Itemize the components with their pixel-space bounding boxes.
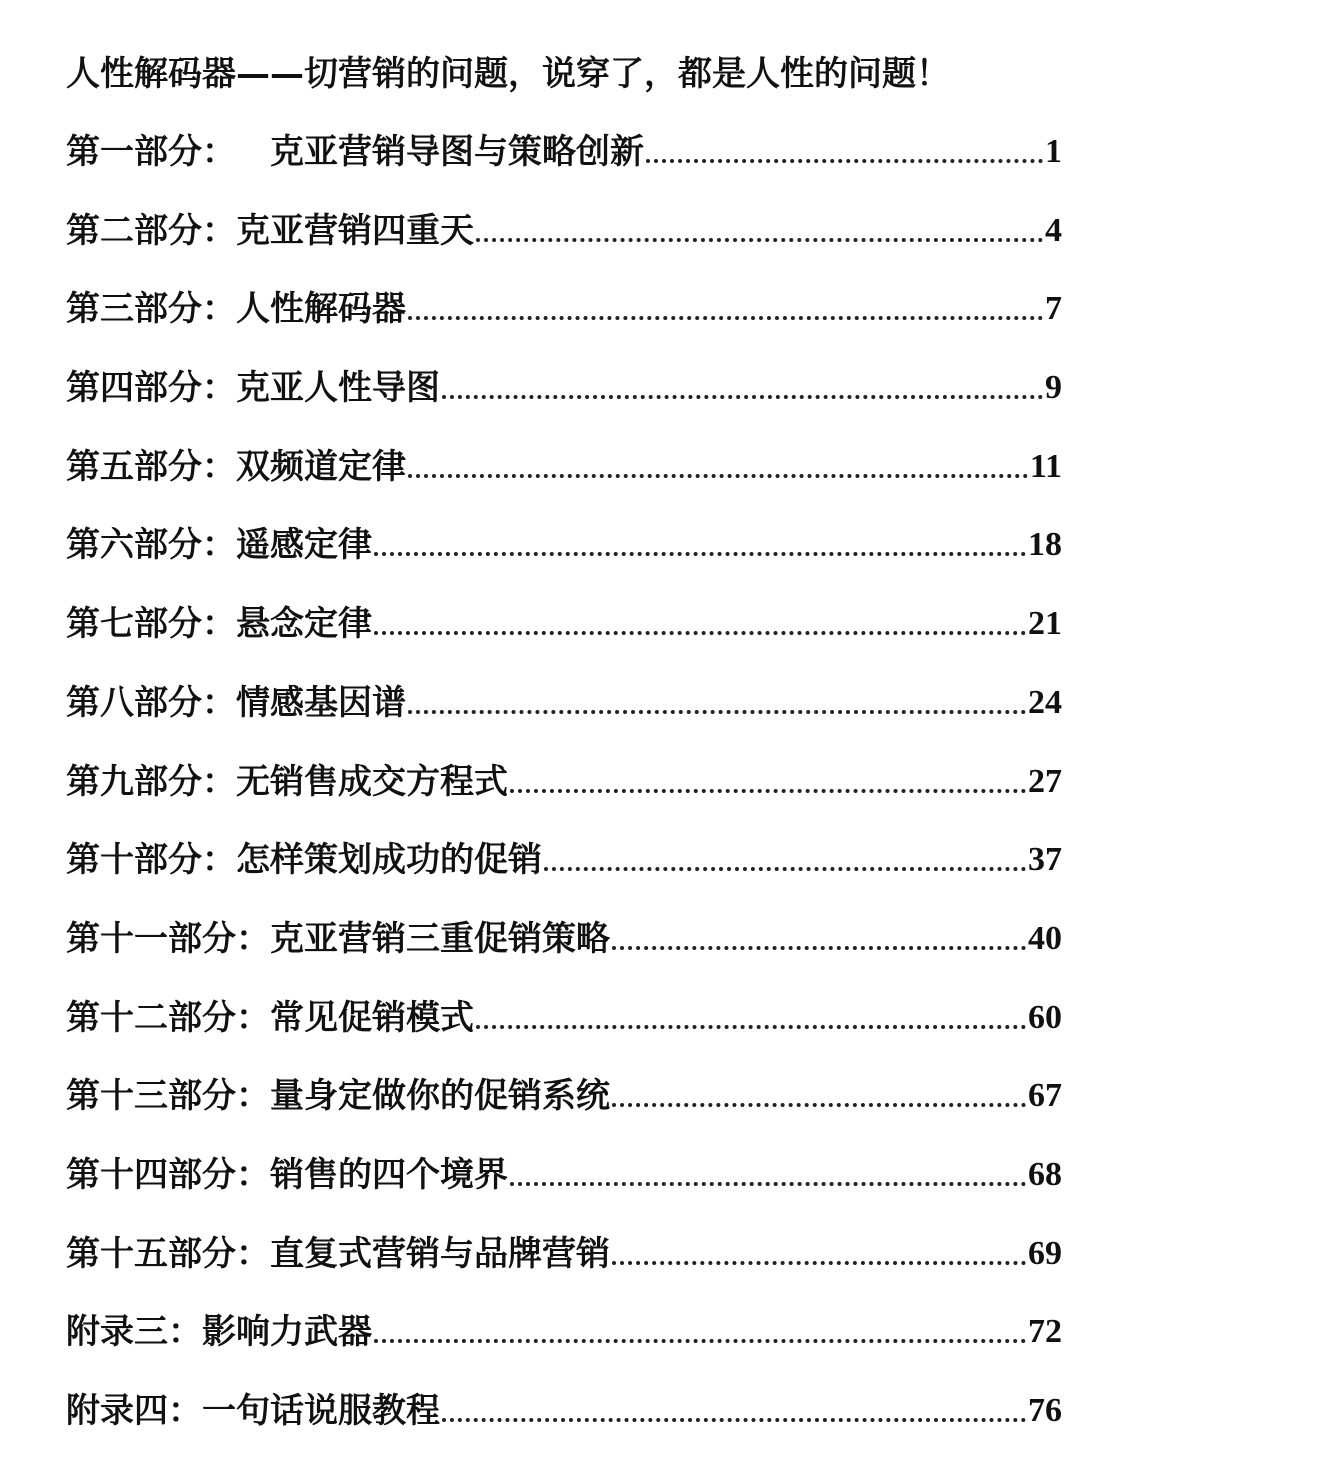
toc-entry-title: 克亚营销三重促销策略: [270, 918, 610, 959]
toc-entry-page: 68: [1028, 1155, 1062, 1193]
toc-entry-page: 4: [1045, 211, 1062, 249]
toc-entry-title: 量身定做你的促销系统: [270, 1076, 610, 1117]
toc-leader-dots: [612, 1103, 1026, 1107]
toc-entry-label: 第三部分：: [66, 289, 236, 330]
toc-entry-label: 第十二部分：: [66, 997, 270, 1038]
toc-leader-dots: [510, 789, 1026, 793]
toc-entry-page: 67: [1028, 1077, 1062, 1115]
toc-entry: [66, 681, 1062, 725]
toc-leader-dots: [476, 1025, 1026, 1029]
toc-entry: [66, 130, 1062, 174]
toc-leader-dots: [374, 1339, 1026, 1343]
toc-entry-label: 第六部分：: [66, 525, 236, 566]
toc-entry: [66, 1232, 1062, 1276]
toc-entry: [66, 209, 1062, 253]
toc-leader-dots: [646, 159, 1043, 163]
toc-entry-label: 附录四：: [66, 1391, 202, 1431]
toc-entry-label: 第十五部分：: [66, 1233, 270, 1274]
toc-entry-title: 常见促销模式: [270, 997, 474, 1038]
toc-leader-dots: [408, 474, 1028, 478]
toc-entry-page: 37: [1028, 841, 1062, 879]
toc-leader-dots: [408, 316, 1043, 320]
toc-entry-page: 7: [1045, 290, 1062, 328]
toc-entry-page: 9: [1045, 369, 1062, 407]
toc-entry-title: 克亚营销四重天: [236, 210, 474, 251]
toc-entry-page: 72: [1028, 1313, 1062, 1351]
toc-entry-page: 24: [1028, 683, 1062, 721]
toc-entry: [66, 523, 1062, 567]
document-title: 人性解码器——切营销的问题，说穿了，都是人性的问题！: [66, 54, 950, 94]
toc-entry-page: 11: [1029, 447, 1062, 485]
toc-entry: [66, 1153, 1062, 1197]
toc-leader-dots: [544, 867, 1026, 871]
toc-entry-page: 60: [1028, 998, 1062, 1036]
toc-entry-label: 第九部分：: [66, 761, 236, 802]
toc-entry: [66, 1389, 1062, 1433]
toc-entry-page: 1: [1045, 133, 1062, 170]
toc-entry: [66, 996, 1062, 1040]
toc-entry-label: 第四部分：: [66, 368, 236, 409]
toc-entry-label: 第十一部分：: [66, 918, 270, 959]
toc-entry-label: 第七部分：: [66, 604, 236, 645]
toc-entry-title: 情感基因谱: [236, 682, 406, 723]
toc-leader-dots: [612, 946, 1026, 950]
toc-entry-title: 直复式营销与品牌营销: [270, 1233, 610, 1274]
toc-leader-dots: [374, 552, 1026, 556]
toc-entry-page: 27: [1028, 762, 1062, 800]
toc-entry-label: 第八部分：: [66, 682, 236, 723]
toc-entry: [66, 1074, 1062, 1118]
toc-leader-dots: [442, 1418, 1026, 1422]
toc-entry-page: 76: [1028, 1392, 1062, 1429]
toc-entry-title: 怎样策划成功的促销: [236, 840, 542, 881]
toc-entry-label: 第十四部分：: [66, 1154, 270, 1195]
toc-entry-title: 无销售成交方程式: [236, 761, 508, 802]
toc-entry: [66, 366, 1062, 410]
toc-entry-title: 影响力武器: [202, 1312, 372, 1353]
toc-entry-title: 一句话说服教程: [202, 1391, 440, 1431]
toc-leader-dots: [442, 395, 1043, 399]
table-of-contents: [66, 130, 1062, 1468]
toc-entry: [66, 760, 1062, 804]
toc-entry-page: 21: [1028, 605, 1062, 643]
toc-entry-label: 第十部分：: [66, 840, 236, 881]
toc-entry: [66, 917, 1062, 961]
toc-entry: [66, 838, 1062, 882]
toc-entry: [66, 445, 1062, 489]
toc-entry-title: 克亚营销导图与策略创新: [270, 132, 644, 172]
toc-entry-page: 18: [1028, 526, 1062, 564]
toc-entry-title: 人性解码器: [236, 289, 406, 330]
toc-leader-dots: [374, 631, 1026, 635]
toc-leader-dots: [510, 1182, 1026, 1186]
toc-entry-page: 69: [1028, 1234, 1062, 1272]
toc-entry-title: 遥感定律: [236, 525, 372, 566]
toc-entry-label: 第十三部分：: [66, 1076, 270, 1117]
toc-entry-page: 40: [1028, 919, 1062, 957]
toc-entry-label: 附录三：: [66, 1312, 202, 1353]
toc-entry-label: 第二部分：: [66, 210, 236, 251]
toc-entry-label: 第五部分：: [66, 446, 236, 487]
toc-entry: [66, 602, 1062, 646]
toc-entry-title: 克亚人性导图: [236, 368, 440, 409]
toc-entry: [66, 1310, 1062, 1354]
toc-entry-title: 悬念定律: [236, 604, 372, 645]
toc-entry-label: 第一部分：: [66, 132, 236, 172]
toc-entry-title: 双频道定律: [236, 446, 406, 487]
toc-entry-title: 销售的四个境界: [270, 1154, 508, 1195]
toc-entry: [66, 287, 1062, 331]
toc-leader-dots: [476, 238, 1043, 242]
toc-leader-dots: [408, 710, 1026, 714]
toc-leader-dots: [612, 1261, 1026, 1265]
